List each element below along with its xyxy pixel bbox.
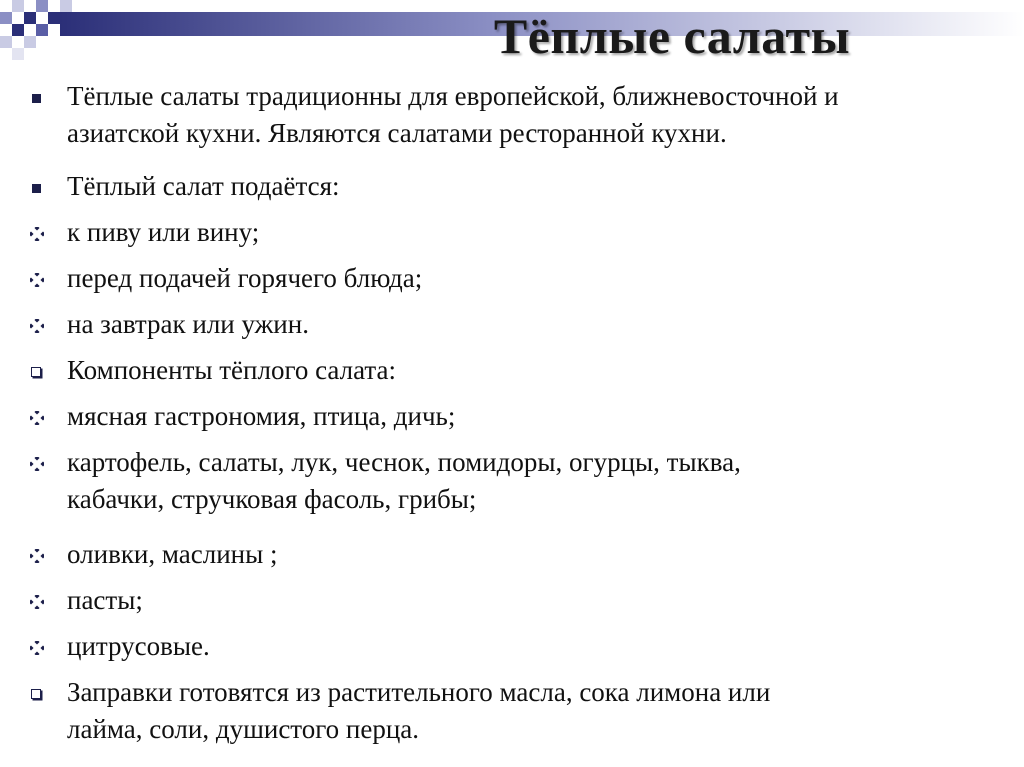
hollow-square-bullet-icon bbox=[30, 687, 44, 701]
diamond-bullet-icon bbox=[30, 227, 44, 241]
hollow-square-bullet-icon bbox=[30, 365, 44, 379]
list-item-text: лайма, соли, душистого перца. bbox=[67, 714, 420, 744]
diamond-bullet-icon bbox=[30, 457, 44, 471]
diamond-bullet-icon bbox=[30, 411, 44, 425]
list-item-text: на завтрак или ужин. bbox=[67, 309, 309, 339]
square-bullet-icon bbox=[30, 91, 44, 105]
list-item-text: цитрусовые. bbox=[67, 631, 210, 661]
list-item-text: мясная гастрономия, птица, дичь; bbox=[67, 401, 456, 431]
list-item-text: к пиву или вину; bbox=[67, 217, 260, 247]
diamond-bullet-icon bbox=[30, 595, 44, 609]
diamond-bullet-icon bbox=[30, 641, 44, 655]
list-item-text: Тёплый салат подаётся: bbox=[67, 171, 340, 201]
list-item-text: Тёплые салаты традиционны для европейской, ближневосточной и bbox=[67, 81, 839, 111]
list-item-text: картофель, салаты, лук, чеснок, помидоры, огурцы, тыква, bbox=[67, 447, 741, 477]
diamond-bullet-icon bbox=[30, 273, 44, 287]
diamond-bullet-icon bbox=[30, 549, 44, 563]
square-bullet-icon bbox=[30, 181, 44, 195]
list-item-text: оливки, маслины ; bbox=[67, 539, 278, 569]
list-item-text: пасты; bbox=[67, 585, 143, 615]
list-item-text: кабачки, стручковая фасоль, грибы; bbox=[67, 484, 477, 514]
slide-title: Тёплые салаты bbox=[493, 8, 851, 64]
list-item-text: Компоненты тёплого салата: bbox=[67, 355, 397, 385]
list-item-text: Заправки готовятся из растительного масла, сока лимона или bbox=[67, 677, 771, 707]
diamond-bullet-icon bbox=[30, 319, 44, 333]
list-item-text: азиатской кухни. Являются салатами ресторанной кухни. bbox=[67, 118, 727, 148]
list-item-text: перед подачей горячего блюда; bbox=[67, 263, 423, 293]
